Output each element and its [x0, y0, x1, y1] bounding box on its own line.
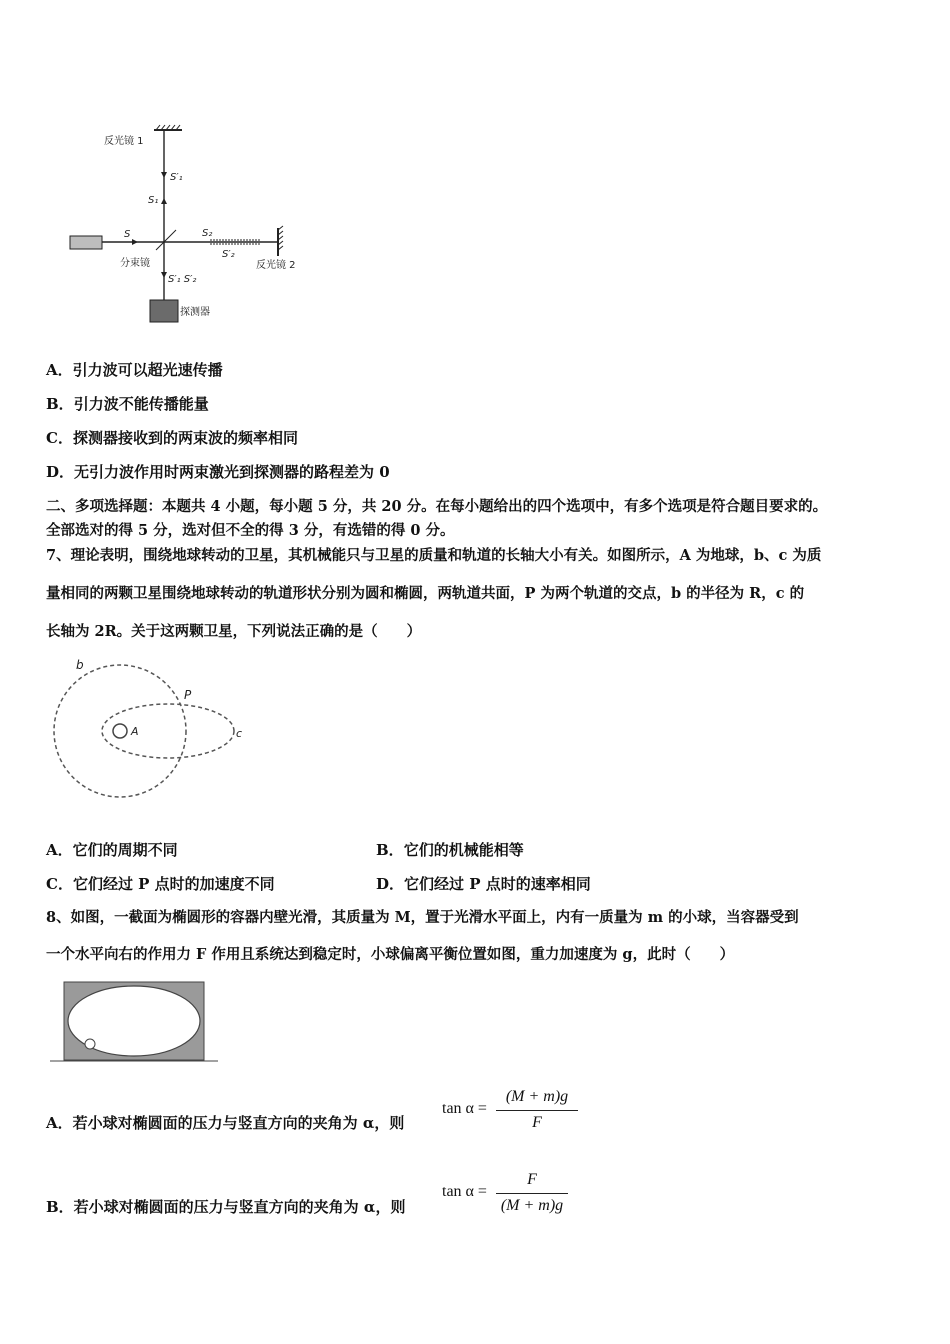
section2-line2: 全部选对的得 5 分，选对但不全的得 3 分，有选错的得 0 分。	[46, 522, 455, 539]
label-b: b	[76, 658, 84, 672]
q7-option-c: C．它们经过 P 点时的加速度不同	[46, 875, 275, 893]
q6-option-a: A．引力波可以超光速传播	[46, 361, 223, 379]
detector	[150, 300, 178, 322]
q7-line1: 7、理论表明，围绕地球转动的卫星，其机械能只与卫星的质量和轨道的长轴大小有关。如图所示，A 为地球，b、c 为质	[46, 547, 822, 564]
q6-option-d: D．无引力波作用时两束激光到探测器的路程差为 0	[46, 463, 390, 481]
container-figure	[50, 980, 220, 1064]
label-c: c	[236, 727, 243, 740]
arrow-up-1	[161, 198, 167, 204]
splitter-label: 分束镜	[120, 258, 150, 269]
q7-option-d: D．它们经过 P 点时的速率相同	[376, 875, 591, 893]
label-p: P	[184, 688, 192, 702]
q6-option-c: C．探测器接收到的两束波的频率相同	[46, 429, 298, 447]
mirror-2-label: 反光镜 2	[256, 260, 296, 271]
q8-option-b: B．若小球对椭圆面的压力与竖直方向的夹角为 α，则	[46, 1198, 406, 1216]
q7-option-b: B．它们的机械能相等	[376, 841, 524, 859]
interferometer-figure	[60, 120, 320, 330]
q7-line2: 量相同的两颗卫星围绕地球转动的轨道形状分别为圆和椭圆，两轨道共面，P 为两个轨道的交点，b 的半径为 R，c 的	[46, 585, 805, 602]
bottom-beams-label: S′₁ S′₂	[168, 274, 197, 285]
earth-a	[113, 724, 127, 738]
q8-option-a: A．若小球对椭圆面的压力与竖直方向的夹角为 α，则	[46, 1114, 405, 1132]
s1p-label: S′₁	[170, 172, 183, 183]
detector-label: 探测器	[180, 307, 210, 318]
label-a: A	[131, 725, 139, 738]
q8-line1: 8、如图，一截面为椭圆形的容器内壁光滑，其质量为 M，置于光滑水平面上，内有一质量为 m 的小球，当容器受到	[46, 909, 799, 926]
orbit-figure	[50, 655, 260, 805]
orbit-c-ellipse	[102, 704, 234, 758]
orbit-b-circle	[54, 665, 186, 797]
q7-line3: 长轴为 2R。关于这两颗卫星，下列说法正确的是（ ）	[46, 623, 422, 640]
s2p-label: S′₂	[222, 249, 235, 260]
q7-option-a: A．它们的周期不同	[46, 841, 178, 859]
q8-option-b-formula: tan α = F (M + m)g	[442, 1171, 582, 1221]
q8-line2: 一个水平向右的作用力 F 作用且系统达到稳定时，小球偏离平衡位置如图，重力加速度为 g，此时（ ）	[46, 946, 735, 963]
section2-line1: 二、多项选择题：本题共 4 小题，每小题 5 分，共 20 分。在每小题给出的四个选项中，有多个选项是符合题目要求的。	[46, 498, 828, 515]
arrow-down-2	[161, 272, 167, 278]
arrow-down-1	[161, 172, 167, 178]
s2-label: S₂	[202, 228, 213, 239]
mirror-1-label: 反光镜 1	[104, 136, 144, 147]
q6-option-b: B．引力波不能传播能量	[46, 395, 209, 413]
q8-option-a-formula: tan α = (M + m)g F	[442, 1088, 582, 1138]
s1-label: S₁	[148, 195, 159, 206]
small-ball	[85, 1039, 95, 1049]
s-label: S	[124, 229, 131, 240]
arrow-right-1	[132, 239, 138, 245]
laser-source	[70, 236, 102, 249]
beam-splitter	[156, 230, 176, 250]
